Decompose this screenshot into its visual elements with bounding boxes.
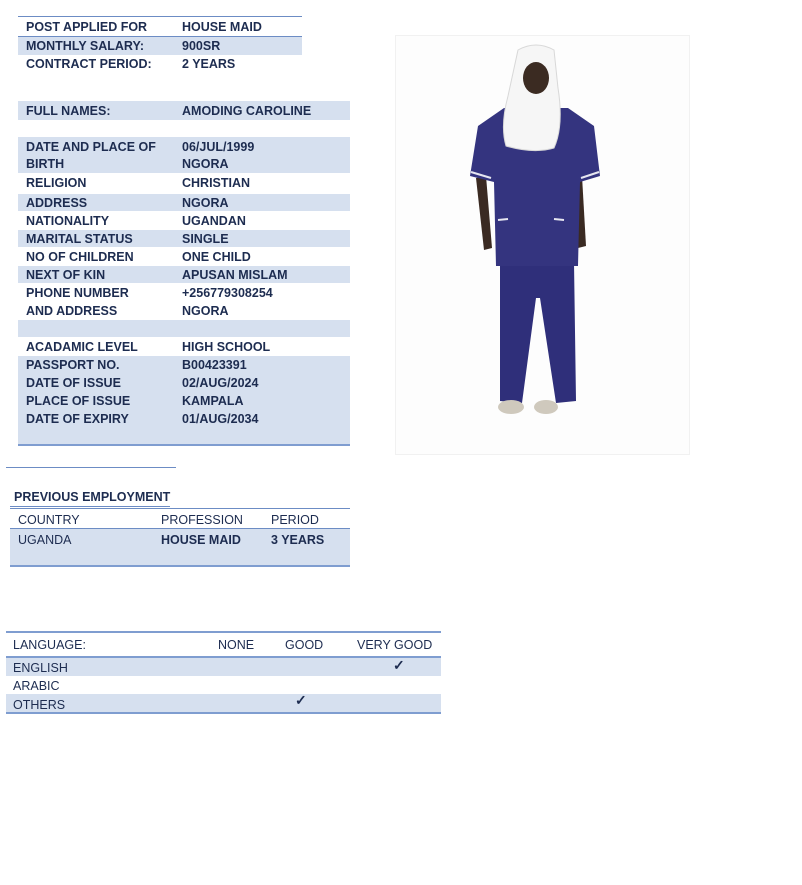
dob-value: 06/JUL/1999 bbox=[182, 140, 255, 154]
address-value: NGORA bbox=[182, 196, 229, 210]
col-language: LANGUAGE: bbox=[13, 638, 86, 652]
post-value: HOUSE MAID bbox=[182, 20, 262, 34]
issue-place-value: KAMPALA bbox=[182, 394, 244, 408]
table-rule bbox=[18, 444, 350, 446]
employment-country: UGANDA bbox=[18, 533, 72, 547]
issue-date-label: DATE OF ISSUE bbox=[26, 376, 121, 390]
col-very-good: VERY GOOD bbox=[357, 638, 433, 652]
full-names-label: FULL NAMES: bbox=[26, 104, 111, 118]
language-row-others bbox=[6, 694, 441, 712]
table-rule bbox=[10, 506, 170, 507]
children-value: ONE CHILD bbox=[182, 250, 251, 264]
employment-profession: HOUSE MAID bbox=[161, 533, 241, 547]
row-birth bbox=[18, 137, 350, 173]
issue-date-value: 02/AUG/2024 bbox=[182, 376, 259, 390]
row-full-names bbox=[18, 101, 350, 120]
row-salary bbox=[18, 37, 302, 55]
applicant-photo bbox=[395, 35, 690, 455]
row-religion bbox=[18, 173, 350, 192]
col-country: COUNTRY bbox=[18, 513, 80, 527]
and-address-label: AND ADDRESS bbox=[26, 304, 118, 318]
kin-label: NEXT OF KIN bbox=[26, 268, 106, 282]
marital-label: MARITAL STATUS bbox=[26, 232, 133, 246]
personal-details-table bbox=[18, 100, 350, 446]
row-post bbox=[18, 18, 302, 36]
employment-period: 3 YEARS bbox=[271, 533, 325, 547]
address-label: ADDRESS bbox=[26, 196, 88, 210]
nationality-value: UGANDAN bbox=[182, 214, 246, 228]
table-rule bbox=[6, 467, 176, 468]
passport-value: B00423391 bbox=[182, 358, 247, 372]
kin-value: APUSAN MISLAM bbox=[182, 268, 288, 282]
contract-label: CONTRACT PERIOD: bbox=[26, 57, 152, 71]
row-nationality bbox=[18, 212, 350, 230]
expiry-date-value: 01/AUG/2034 bbox=[182, 412, 259, 426]
previous-employment-table bbox=[10, 466, 350, 568]
table-row bbox=[10, 529, 350, 565]
language-english: ENGLISH bbox=[13, 661, 68, 675]
check-icon: ✓ bbox=[393, 657, 405, 673]
phone-value: +256779308254 bbox=[182, 286, 273, 300]
row-contract bbox=[18, 55, 302, 73]
table-rule bbox=[18, 16, 302, 17]
table-rule bbox=[6, 631, 441, 633]
religion-label: RELIGION bbox=[26, 176, 87, 190]
row-phone bbox=[18, 284, 350, 302]
row-next-of-kin bbox=[18, 266, 350, 283]
col-none: NONE bbox=[218, 638, 255, 652]
row-children bbox=[18, 248, 350, 266]
children-label: NO OF CHILDREN bbox=[26, 250, 134, 264]
religion-value: CHRISTIAN bbox=[182, 176, 251, 190]
table-rule bbox=[10, 565, 350, 567]
dob-label-line1: DATE AND PLACE OF bbox=[26, 140, 156, 154]
expiry-date-label: DATE OF EXPIRY bbox=[26, 412, 129, 426]
language-arabic: ARABIC bbox=[13, 679, 60, 693]
post-label: POST APPLIED FOR bbox=[26, 20, 148, 34]
salary-value: 900SR bbox=[182, 39, 221, 53]
col-period: PERIOD bbox=[271, 513, 319, 527]
job-summary-table bbox=[18, 16, 302, 74]
full-names-value: AMODING CAROLINE bbox=[182, 104, 312, 118]
birth-place-value: NGORA bbox=[182, 157, 229, 171]
check-icon: ✓ bbox=[295, 692, 307, 708]
table-rule bbox=[6, 712, 441, 714]
applicant-figure-illustration bbox=[396, 36, 689, 454]
previous-employment-title: PREVIOUS EMPLOYMENT bbox=[14, 490, 171, 504]
marital-value: SINGLE bbox=[182, 232, 229, 246]
col-profession: PROFESSION bbox=[161, 513, 243, 527]
row-marital bbox=[18, 230, 350, 247]
academic-label: ACADAMIC LEVEL bbox=[26, 340, 138, 354]
language-row-english bbox=[6, 658, 441, 676]
language-others: OTHERS bbox=[13, 698, 66, 712]
dob-label-line2: BIRTH bbox=[26, 157, 65, 171]
phone-label: PHONE NUMBER bbox=[26, 286, 129, 300]
row-academic bbox=[18, 337, 350, 355]
col-good: GOOD bbox=[285, 638, 324, 652]
table-rule bbox=[10, 508, 350, 509]
row-spacer bbox=[18, 320, 350, 337]
passport-section bbox=[18, 356, 350, 444]
and-address-value: NGORA bbox=[182, 304, 229, 318]
row-and-address bbox=[18, 302, 350, 320]
nationality-label: NATIONALITY bbox=[26, 214, 110, 228]
languages-table bbox=[6, 631, 441, 715]
academic-value: HIGH SCHOOL bbox=[182, 340, 271, 354]
salary-label: MONTHLY SALARY: bbox=[26, 39, 145, 53]
language-row-arabic bbox=[6, 676, 441, 694]
issue-place-label: PLACE OF ISSUE bbox=[26, 394, 131, 408]
row-address bbox=[18, 194, 350, 211]
contract-value: 2 YEARS bbox=[182, 57, 236, 71]
passport-label: PASSPORT NO. bbox=[26, 358, 120, 372]
